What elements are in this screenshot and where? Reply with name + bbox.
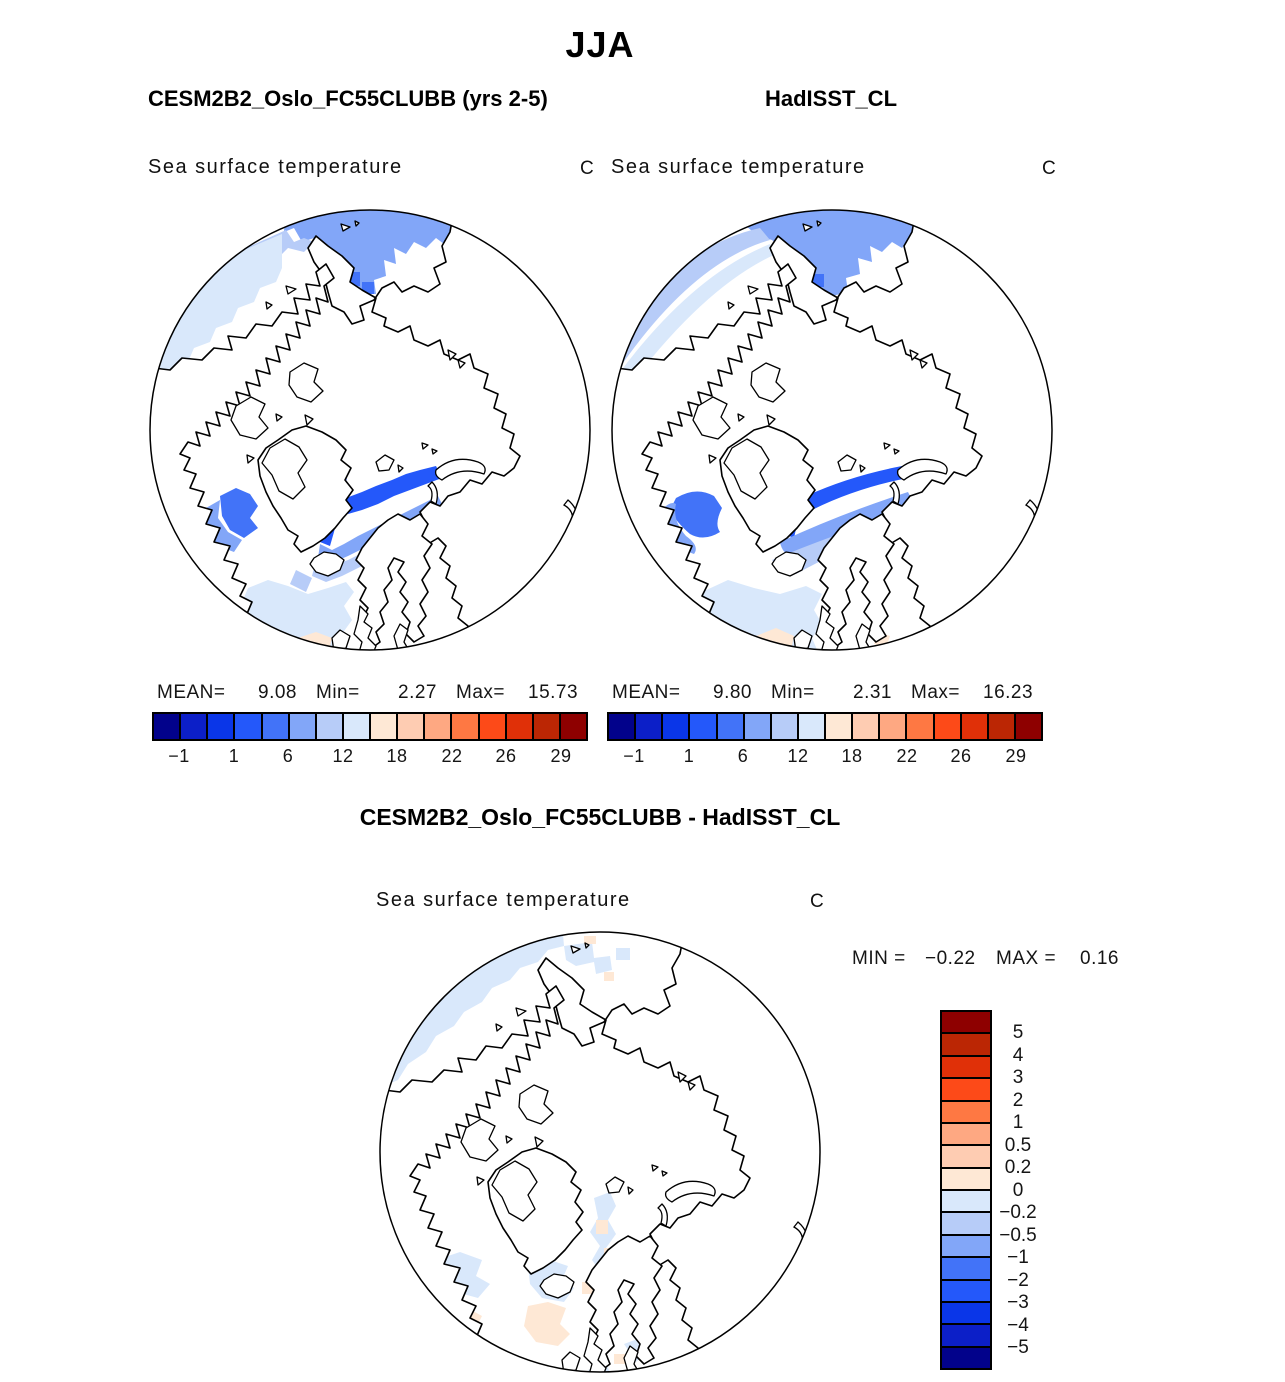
- colorbar-cell: [933, 714, 960, 739]
- tick-label: −3: [1007, 1292, 1029, 1313]
- colorbar-cell: [688, 714, 715, 739]
- obs-subtitle: Sea surface temperature: [611, 156, 866, 178]
- tick-label: 6: [737, 746, 749, 766]
- tick-label: 22: [896, 746, 918, 766]
- max-value: 15.73: [528, 682, 579, 703]
- model-units-label: C: [580, 158, 594, 179]
- min-label: MIN =: [852, 948, 906, 969]
- max-label: MAX =: [996, 948, 1057, 969]
- tick-label: 29: [1005, 746, 1027, 766]
- tick-label: 22: [441, 746, 463, 766]
- mean-value: 9.08: [258, 682, 297, 703]
- colorbar-cell: [450, 714, 477, 739]
- colorbar-cell: [987, 714, 1014, 739]
- obs-stats-row: [607, 682, 1043, 704]
- tick-label: −1: [1007, 1247, 1029, 1268]
- tick-label: 18: [386, 746, 408, 766]
- colorbar-cell: [179, 714, 206, 739]
- colorbar-cell: [559, 714, 586, 739]
- model-stats-row: [152, 682, 588, 704]
- max-value: 16.23: [983, 682, 1034, 703]
- colorbar-cell: [716, 714, 743, 739]
- colorbar-cell: [661, 714, 688, 739]
- min-value: 2.31: [853, 682, 892, 703]
- tick-label: −0.5: [999, 1225, 1037, 1246]
- model-colorbar: [152, 712, 588, 741]
- diff-panel-title: CESM2B2_Oslo_FC55CLUBB - HadISST_CL: [359, 804, 841, 830]
- south-iceland-peach: [524, 1302, 570, 1346]
- model-colorbar-ticks: [152, 746, 588, 768]
- diff-colorbar-ticks: [983, 1010, 1053, 1370]
- obs-panel-title: HadISST_CL: [764, 86, 898, 111]
- obs-colorbar: [607, 712, 1043, 741]
- colorbar-cell: [609, 714, 634, 739]
- colorbar-cell: [288, 714, 315, 739]
- tick-label: −5: [1007, 1337, 1029, 1358]
- diff-subtitle: Sea surface temperature: [376, 889, 631, 911]
- tick-label: −1: [168, 746, 190, 766]
- tick-label: 1: [1012, 1112, 1024, 1133]
- colorbar-cell: [505, 714, 532, 739]
- tick-label: −4: [1007, 1315, 1029, 1336]
- tick-label: 4: [1012, 1045, 1024, 1066]
- max-label: Max=: [911, 682, 960, 703]
- colorbar-cell: [797, 714, 824, 739]
- colorbar-cell: [770, 714, 797, 739]
- diff-map: [378, 930, 822, 1374]
- tick-label: −0.2: [999, 1202, 1037, 1223]
- colorbar-cell: [851, 714, 878, 739]
- model-panel-title: CESM2B2_Oslo_FC55CLUBB (yrs 2-5): [148, 86, 548, 111]
- colorbar-cell: [423, 714, 450, 739]
- max-value: 0.16: [1080, 948, 1119, 969]
- model-subtitle: Sea surface temperature: [148, 156, 403, 178]
- colorbar-cell: [878, 714, 905, 739]
- max-label: Max=: [456, 682, 505, 703]
- colorbar-cell: [1014, 714, 1041, 739]
- tick-label: 0.2: [1004, 1157, 1032, 1178]
- tick-label: 1: [228, 746, 240, 766]
- colorbar-cell: [369, 714, 396, 739]
- tick-label: 2: [1012, 1090, 1024, 1111]
- tick-label: 12: [787, 746, 809, 766]
- obs-colorbar-ticks: [607, 746, 1043, 768]
- colorbar-cell: [342, 714, 369, 739]
- min-value: −0.22: [925, 948, 976, 969]
- colorbar-cell: [960, 714, 987, 739]
- tick-label: 18: [841, 746, 863, 766]
- tick-label: 0.5: [1004, 1135, 1032, 1156]
- tick-label: −1: [623, 746, 645, 766]
- colorbar-cell: [824, 714, 851, 739]
- colorbar-cell: [396, 714, 423, 739]
- tick-label: 3: [1012, 1067, 1024, 1088]
- colorbar-cell: [154, 714, 179, 739]
- obs-map: [610, 208, 1054, 652]
- colorbar-cell: [532, 714, 559, 739]
- colorbar-cell: [478, 714, 505, 739]
- tick-label: 26: [495, 746, 517, 766]
- colorbar-cell: [206, 714, 233, 739]
- colorbar-cell: [233, 714, 260, 739]
- tick-label: 12: [332, 746, 354, 766]
- colorbar-cell: [905, 714, 932, 739]
- mean-label: MEAN=: [157, 682, 226, 703]
- tick-label: 5: [1012, 1022, 1024, 1043]
- colorbar-cell: [315, 714, 342, 739]
- min-label: Min=: [771, 682, 815, 703]
- mean-label: MEAN=: [612, 682, 681, 703]
- tick-label: 1: [683, 746, 695, 766]
- colorbar-cell: [634, 714, 661, 739]
- tick-label: 26: [950, 746, 972, 766]
- obs-units-label: C: [1042, 158, 1056, 179]
- model-map: [148, 208, 592, 652]
- colorbar-cell: [261, 714, 288, 739]
- tick-label: 0: [1012, 1180, 1024, 1201]
- figure-title: JJA: [565, 24, 635, 65]
- tick-label: 6: [282, 746, 294, 766]
- min-value: 2.27: [398, 682, 437, 703]
- mean-value: 9.80: [713, 682, 752, 703]
- tick-label: −2: [1007, 1270, 1029, 1291]
- colorbar-cell: [743, 714, 770, 739]
- tick-label: 29: [550, 746, 572, 766]
- min-label: Min=: [316, 682, 360, 703]
- diff-units-label: C: [810, 891, 824, 912]
